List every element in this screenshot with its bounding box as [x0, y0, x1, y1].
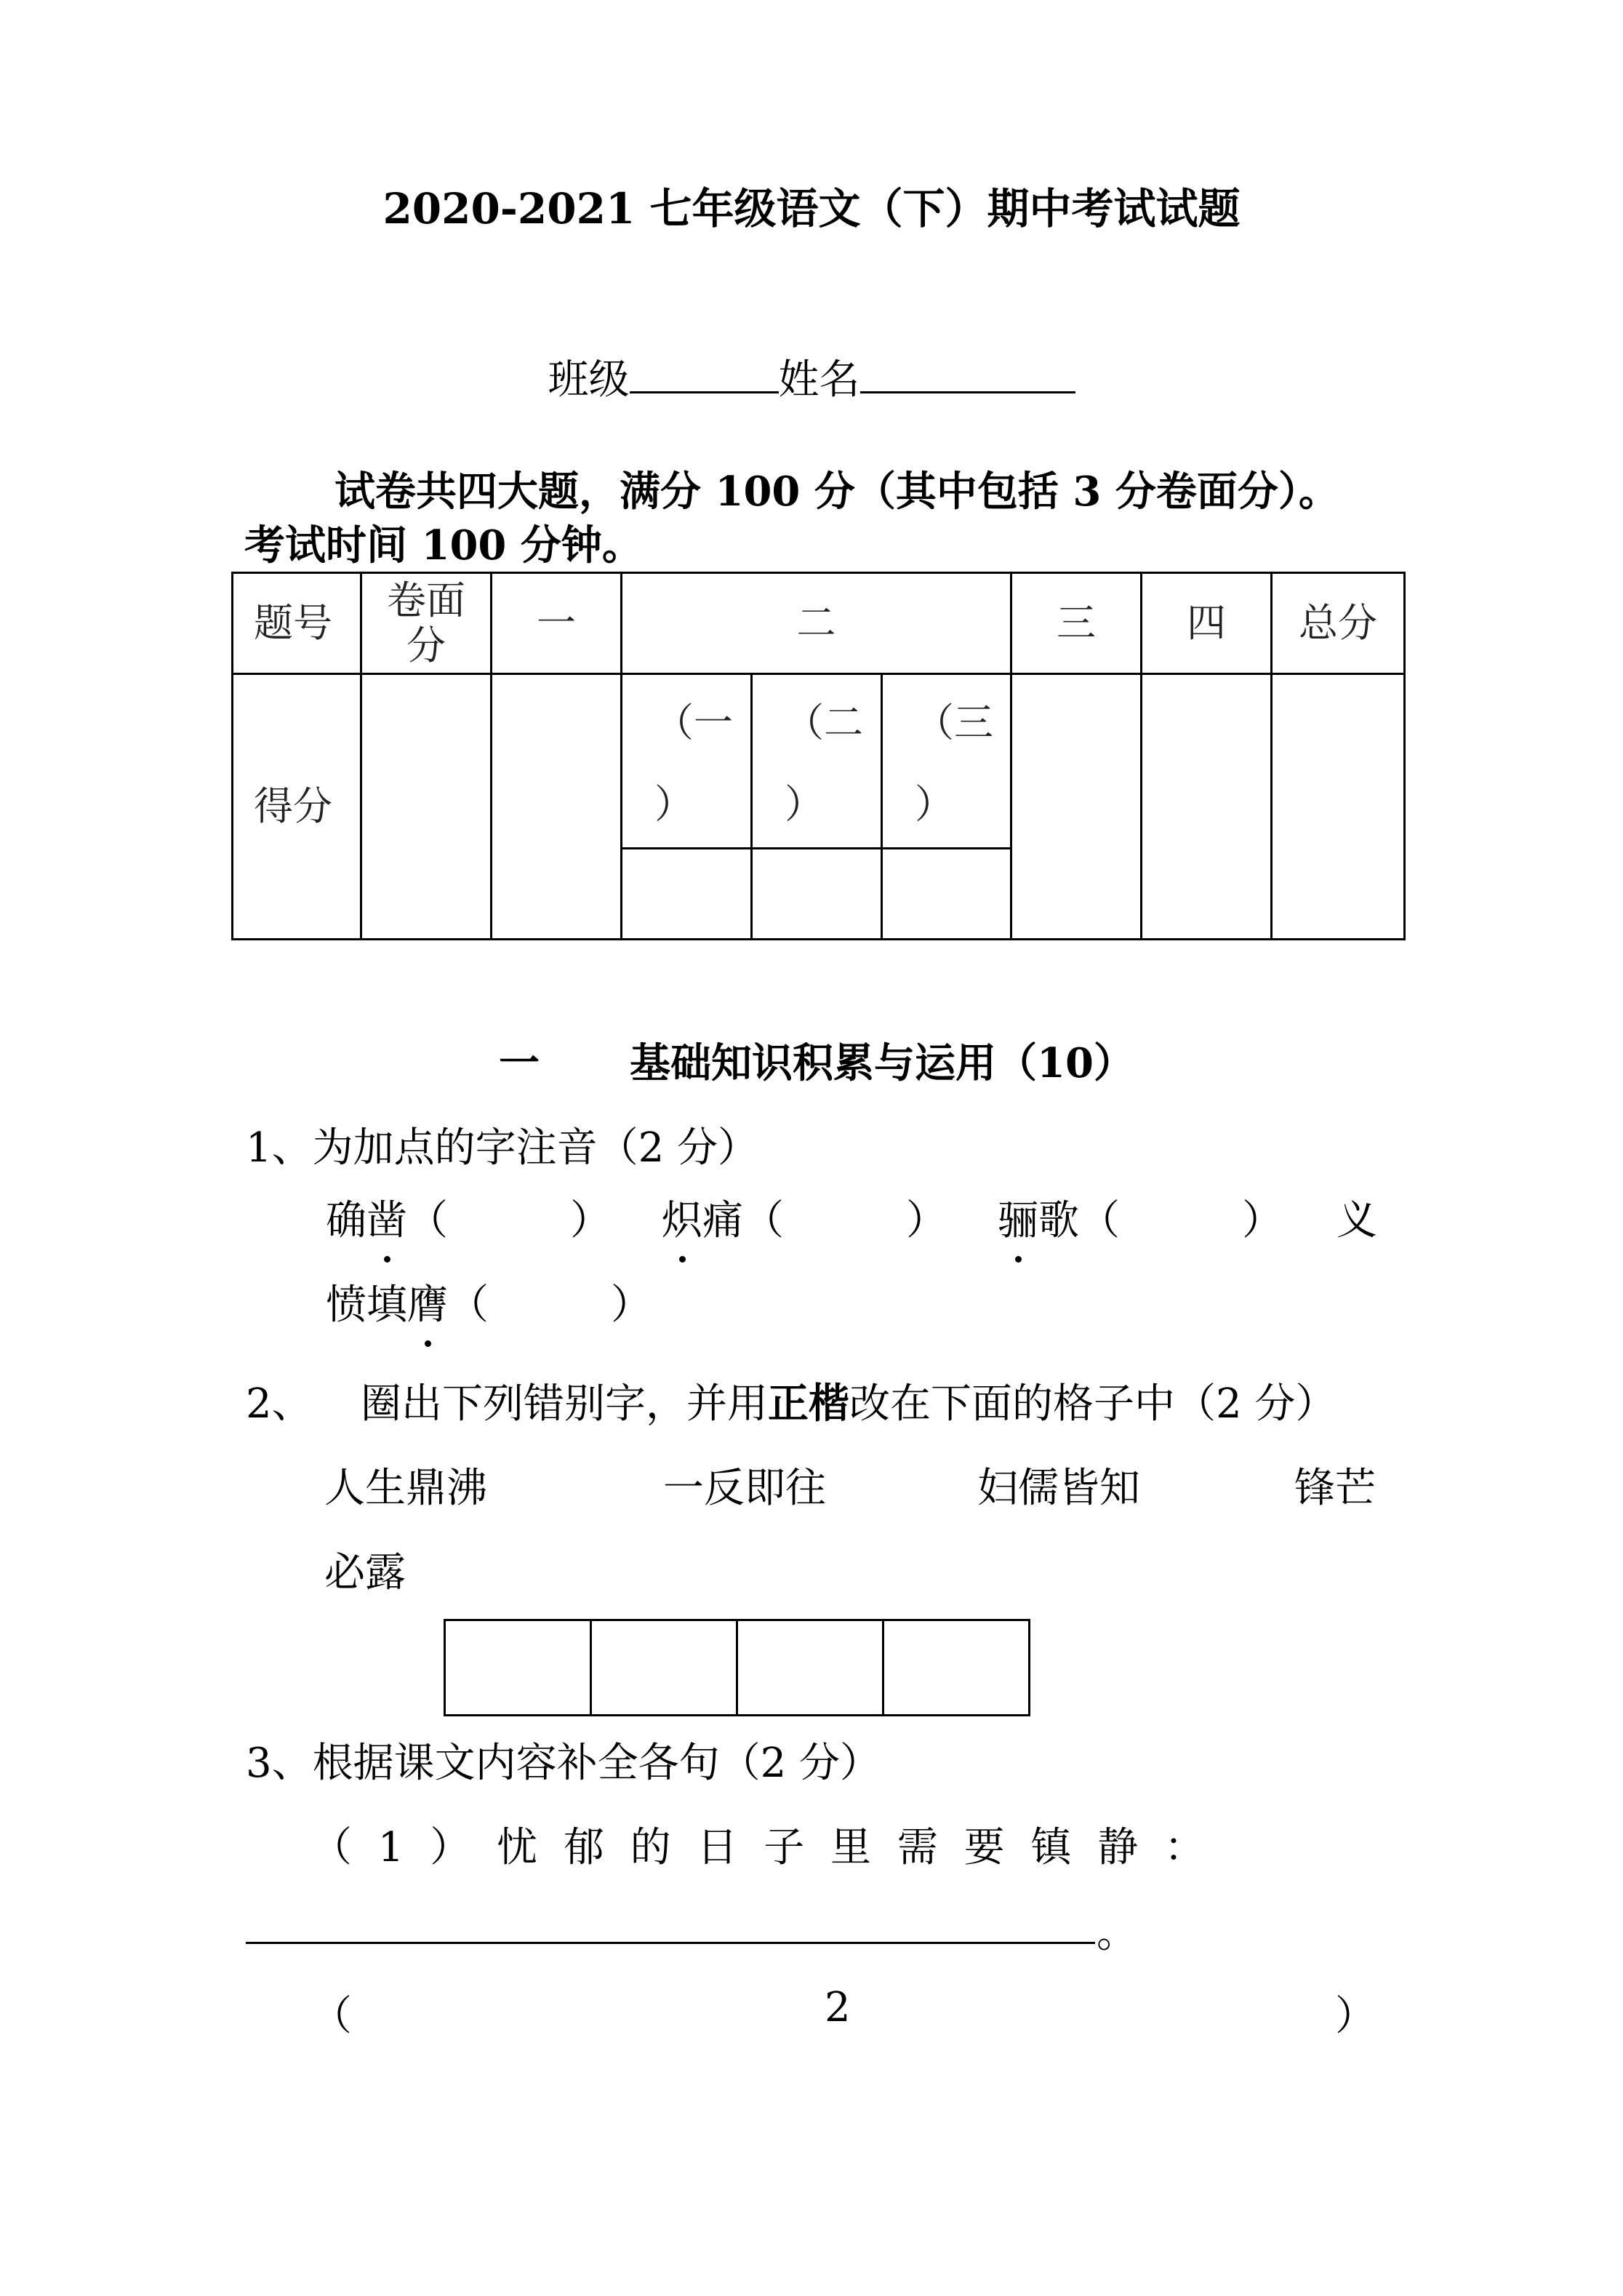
- header-two: 二: [622, 573, 1011, 674]
- section1-title: 基础知识积累与运用（10）: [630, 1039, 1134, 1087]
- q1-item3-dotted: 骊: [998, 1188, 1038, 1247]
- answer-grid-cell[interactable]: [736, 1619, 884, 1716]
- q1-item2-paren[interactable]: （ ）: [743, 1197, 947, 1244]
- q1-item-3: [998, 1188, 1283, 1247]
- page-title: 2020-2021 七年级语文（下）期中考试试题: [382, 184, 1241, 233]
- sub-header-2-open: （二: [785, 700, 863, 745]
- row-label-score: 得分: [233, 674, 361, 940]
- sub-header-2-close: ）: [785, 781, 824, 827]
- header-three: 三: [1011, 573, 1142, 674]
- q2-number: 2、: [246, 1380, 313, 1428]
- score-cell-juanmian[interactable]: [361, 674, 492, 940]
- q1-item3-rest: 歌: [1038, 1197, 1079, 1244]
- q3-line2-close: ）: [1335, 1993, 1376, 2040]
- sub-header-3-open: （三: [915, 700, 993, 745]
- answer-grid: [444, 1619, 1030, 1716]
- q2-prompt-b: 改在下面的格子中（2 分）: [849, 1380, 1337, 1428]
- score-table-header-row: [233, 573, 1405, 674]
- q1-item-4: [326, 1273, 652, 1331]
- answer-grid-cell[interactable]: [444, 1619, 592, 1716]
- q3-line1: （ 1 ） 忧 郁 的 日 子 里 需 要 镇 静 ：: [311, 1824, 1206, 1871]
- class-blank[interactable]: [630, 353, 779, 393]
- score-cell-total[interactable]: [1272, 674, 1405, 940]
- q3-line2-open: （: [311, 1993, 352, 2040]
- q1-item2-rest: 痛: [702, 1197, 743, 1244]
- q1-item-1: [326, 1188, 611, 1247]
- name-label: 姓名: [778, 356, 860, 404]
- q1-item-2: [662, 1188, 947, 1247]
- score-cell-two-3[interactable]: [882, 849, 1011, 940]
- q1-item1-pre: 确: [326, 1197, 366, 1244]
- q2-word-3: 妇儒皆知: [977, 1465, 1140, 1512]
- q2-prompt: [361, 1372, 1336, 1430]
- sub-header-3: [882, 674, 1011, 849]
- header-tihao: 题号: [233, 573, 361, 674]
- score-cell-two-1[interactable]: [622, 849, 752, 940]
- q3-answer-line-1[interactable]: [246, 1942, 1095, 1944]
- q2-prompt-a: 圈出下列错别字，并用: [361, 1380, 768, 1428]
- class-label: 班级: [548, 356, 630, 404]
- q1-item1-dotted: 凿: [366, 1188, 407, 1247]
- header-one: 一: [492, 573, 622, 674]
- score-cell-two-2[interactable]: [752, 849, 882, 940]
- student-info-line: [0, 348, 1623, 406]
- q2-word-4: 锋芒: [1294, 1465, 1376, 1512]
- score-cell-four[interactable]: [1142, 674, 1272, 940]
- instructions-line2: 考试时间 100 分钟。: [244, 521, 643, 569]
- q3-line2-number: 2: [825, 1984, 851, 2031]
- header-juanmian-line1: 卷面: [387, 577, 465, 623]
- score-cell-three[interactable]: [1011, 674, 1142, 940]
- score-table: [231, 572, 1406, 940]
- q2-word-2: 一反即往: [663, 1465, 826, 1512]
- sub-header-1-open: （一: [654, 700, 733, 745]
- q1-prompt: 1、为加点的字注音（2 分）: [246, 1124, 759, 1172]
- q1-item4-dotted: 膺: [407, 1273, 448, 1331]
- q3-prompt: 3、根据课文内容补全各句（2 分）: [246, 1740, 881, 1787]
- q2-word-4-cont: 必露: [324, 1549, 406, 1596]
- answer-grid-cell[interactable]: [590, 1619, 738, 1716]
- q1-item4-paren[interactable]: （ ）: [448, 1281, 652, 1329]
- score-cell-one[interactable]: [492, 674, 622, 940]
- header-total: 总分: [1272, 573, 1405, 674]
- q1-item3-paren[interactable]: （ ）: [1079, 1197, 1283, 1244]
- sub-header-3-close: ）: [915, 781, 954, 827]
- header-four: 四: [1142, 573, 1272, 674]
- name-blank[interactable]: [860, 353, 1075, 393]
- q1-item4-cont: 愤填: [326, 1281, 407, 1329]
- section1-number: 一: [499, 1039, 540, 1087]
- q1-item4-start: 义: [1337, 1197, 1377, 1244]
- sub-header-2: [752, 674, 882, 849]
- q1-item1-paren[interactable]: （ ）: [407, 1197, 611, 1244]
- score-table-sub-row: [233, 674, 1405, 849]
- q2-word-1: 人生鼎沸: [324, 1465, 487, 1512]
- q1-item2-dotted: 炽: [662, 1188, 702, 1247]
- answer-grid-cell[interactable]: [882, 1619, 1030, 1716]
- sub-header-1-close: ）: [654, 781, 694, 827]
- sub-header-1: [622, 674, 752, 849]
- header-juanmian: [361, 573, 492, 674]
- q3-line1-end: 。: [1097, 1910, 1137, 1957]
- instructions-line1: 试卷共四大题，满分 100 分（其中包括 3 分卷面分）。: [334, 468, 1339, 516]
- header-juanmian-line2: 分: [406, 623, 446, 668]
- q2-prompt-bold: 正楷: [768, 1380, 849, 1428]
